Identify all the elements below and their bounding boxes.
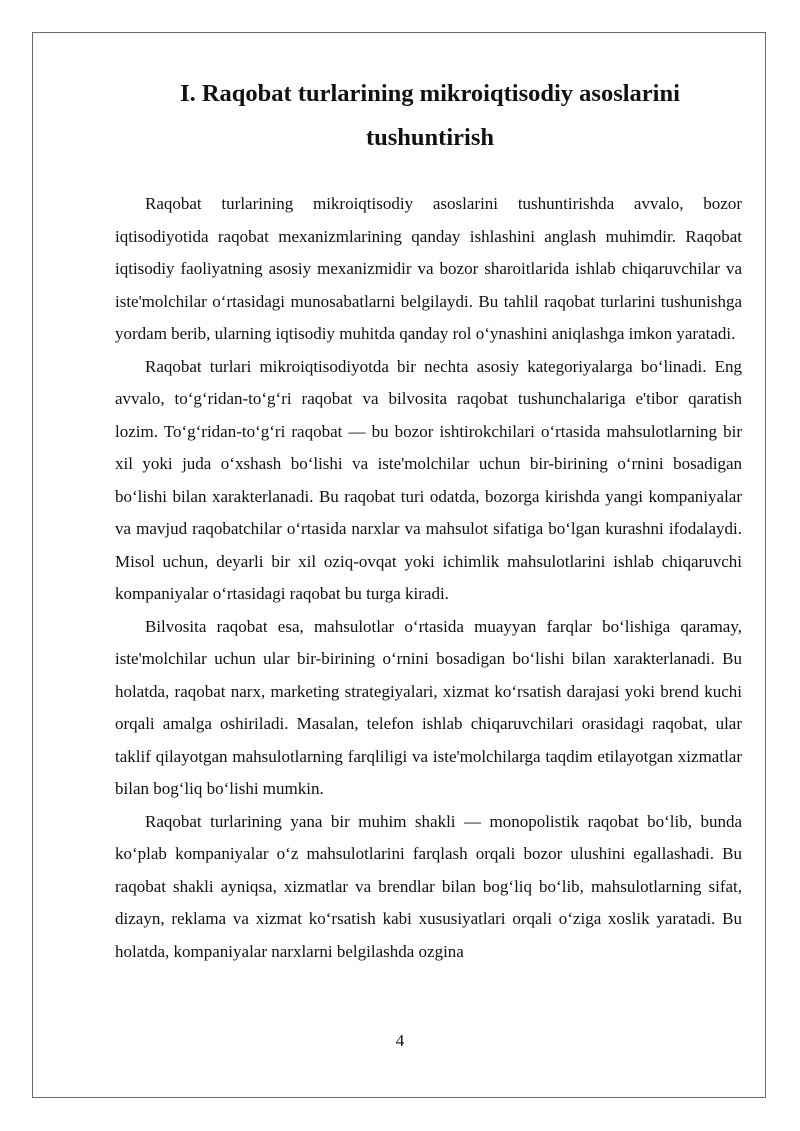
paragraph-1: Raqobat turlarining mikroiqtisodiy asoslarini tushuntirishda avvalo, bozor iqtisodiyotida raqobat mexanizmlarining qanday ishlashini anglash muhimdir. Raqobat iqtisodiy faoliyatning asosiy mexanizmidir va bozor sharoitlarida ishlab chiqaruvchilar va iste'molchilar o‘rtasidagi munosabatlarni belgilaydi. Bu tahlil raqobat turlarini tushunishga yordam berib, ularning iqtisodiy muhitda qanday rol o‘ynashini aniqlashga imkon yaratadi. (115, 194, 742, 343)
document-title: I. Raqobat turlarining mikroiqtisodiy asoslarini tushuntirish (180, 80, 680, 151)
paragraph-3: Bilvosita raqobat esa, mahsulotlar o‘rtasida muayyan farqlar bo‘lishiga qaramay, iste'molchilar uchun ular bir-birining o‘rnini bosadigan bo‘lishi bilan xarakterlanadi. Bu holatda, raqobat narx, marketing strategiyalari, xizmat ko‘rsatish darajasi yoki brend kuchi orqali amalga oshiriladi. Masalan, telefon ishlab chiqaruvchilari orasidagi raqobat, ular taklif qilayotgan mahsulotlarning farqliligi va iste'molchilarga taqdim etilayotgan xizmatlar bilan bog‘liq bo‘lishi mumkin. (115, 616, 742, 798)
page-number: 4 (395, 1031, 405, 1050)
paragraph-2: Raqobat turlari mikroiqtisodiyotda bir nechta asosiy kategoriyalarga bo‘linadi. Eng avvalo, to‘g‘ridan-to‘g‘ri raqobat va bilvosita raqobat tushunchalariga e'tibor qaratish lozim. To‘g‘ridan-to‘g‘ri raqobat — bu bozor ishtirokchilari o‘rtasida mahsulotlarning bir xil yoki juda o‘xshash bo‘lishi va iste'molchilar uchun bir-birining o‘rnini bosadigan bo‘lishi bilan xarakterlanadi. Bu raqobat turi odatda, bozorga kirishda yangi kompaniyalar va mavjud raqobatchilar o‘rtasida narxlar va mahsulot sifatiga bo‘lgan kurashni ifodalaydi. Misol uchun, deyarli bir xil oziq-ovqat yoki ichimlik mahsulotlarini ishlab chiqaruvchi kompaniyalar o‘rtasidagi raqobat bu turga kiradi. (115, 356, 742, 603)
paragraph-4: Raqobat turlarining yana bir muhim shakli — monopolistik raqobat bo‘lib, bunda ko‘plab kompaniyalar o‘z mahsulotlarini farqlash orqali bozor ulushini egallashadi. Bu raqobat shakli ayniqsa, xizmatlar va brendlar bilan bog‘liq bo‘lib, mahsulotlarning sifat, dizayn, reklama va xizmat ko‘rsatish kabi xususiyatlari orqali o‘ziga xoslik yaratadi. Bu holatda, kompaniyalar narxlarni belgilashda ozgina (115, 811, 742, 961)
document-body (115, 188, 742, 968)
